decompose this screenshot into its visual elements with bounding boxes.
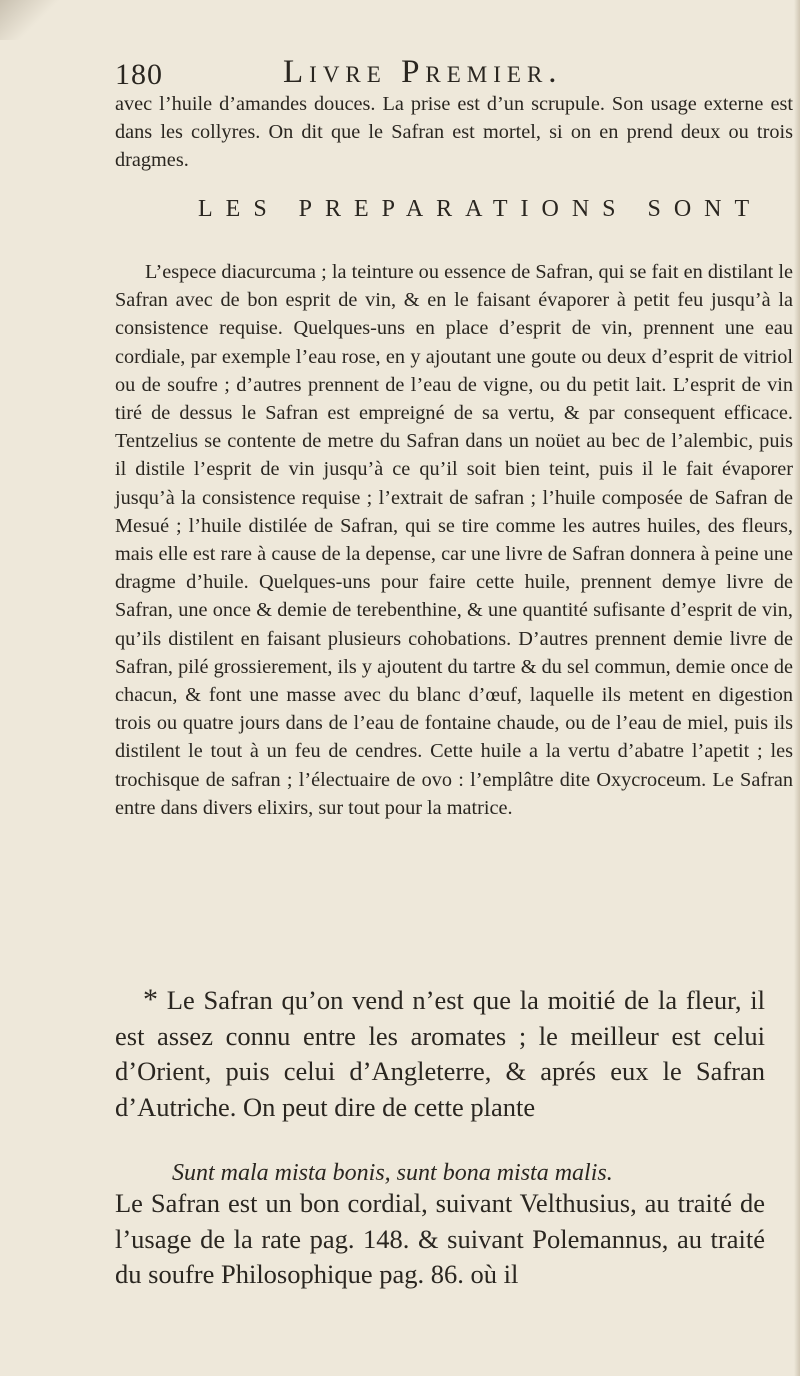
note-continuation: Le Safran est un bon cordial, suivant Velthusius, au traité de l’usage de la rate pag. 148. & suivant Polemannus, au traité du soufre Philosophique pag. 86. où il (115, 1188, 765, 1289)
note-first-text: Le Safran qu’on vend n’est que la moitié de la fleur, il est assez connu entre les aromates ; le meilleur est celui d’Orient, puis celui d’Angleterre, & aprés eux le Safran d’Autriche. On peut dire de cette plante (115, 985, 765, 1122)
latin-verse: Sunt mala mista bonis, sunt bona mista malis. (172, 1160, 613, 1186)
note-asterisk: * (143, 983, 158, 1016)
section-heading: LES PREPARATIONS SONT (198, 196, 763, 222)
running-head-title: Livre Premier. (283, 54, 563, 90)
page-number: 180 (115, 58, 163, 91)
intro-paragraph: avec l’huile d’amandes douces. La prise est d’un scrupule. Son usage externe est dans les collyres. On dit que le Safran est mortel, si on en prend deux ou trois dragmes. (115, 93, 793, 172)
note-paragraph (115, 982, 765, 1125)
preparations-paragraph: L’espece diacurcuma ; la teinture ou essence de Safran, qui se fait en distilant le Safran avec de bon esprit de vin, & en le faisant évaporer à petit feu jusqu’à la consistence requise. Quelques-uns en place d’esprit de vin, prennent une eau cordiale, par exemple l’eau rose, en y ajoutant une goute ou deux d’esprit de vitriol ou de soufre ; d’autres prennent de l’eau de vigne, ou du petit lait. L’esprit de vin tiré de dessus le Safran est empreigné de sa vertu, & par consequent efficace. Tentzelius se contente de metre du Safran dans un noüet au bec de l’alembic, puis il distile l’esprit de vin jusqu’à ce qu’il soit bien teint, puis il le fait évaporer jusqu’à la consistence requise ; l’extrait de safran ; l’huile composée de Safran de Mesué ; l’huile distilée de Safran, qui se tire comme les autres huiles, des fleurs, mais elle est rare à cause de la depense, car une livre de Safran donnera à peine une dragme d’huile. Quelques-uns pour faire cette huile, prennent demye livre de Safran, une once & demie de terebenthine, & une quantité sufisante d’esprit de vin, qu’ils distilent en faisant plusieurs cohobations. D’autres prennent demie livre de Safran, pilé grossierement, ils y ajoutent du tartre & du sel commun, demie once de chacun, & font une masse avec du blanc d’œuf, laquelle ils metent en digestion trois ou quatre jours dans de l’eau de fontaine chaude, ou de l’eau de miel, puis ils distilent le tout à un feu de cendres. Cette huile a la vertu d’abatre l’apetit ; les trochisque de safran ; l’électuaire de ovo : l’emplâtre dite Oxycroceum. Le Safran entre dans divers elixirs, sur tout pour la matrice. (115, 261, 793, 819)
page-edge-shadow (794, 0, 800, 1376)
page-corner-shadow (0, 0, 60, 40)
